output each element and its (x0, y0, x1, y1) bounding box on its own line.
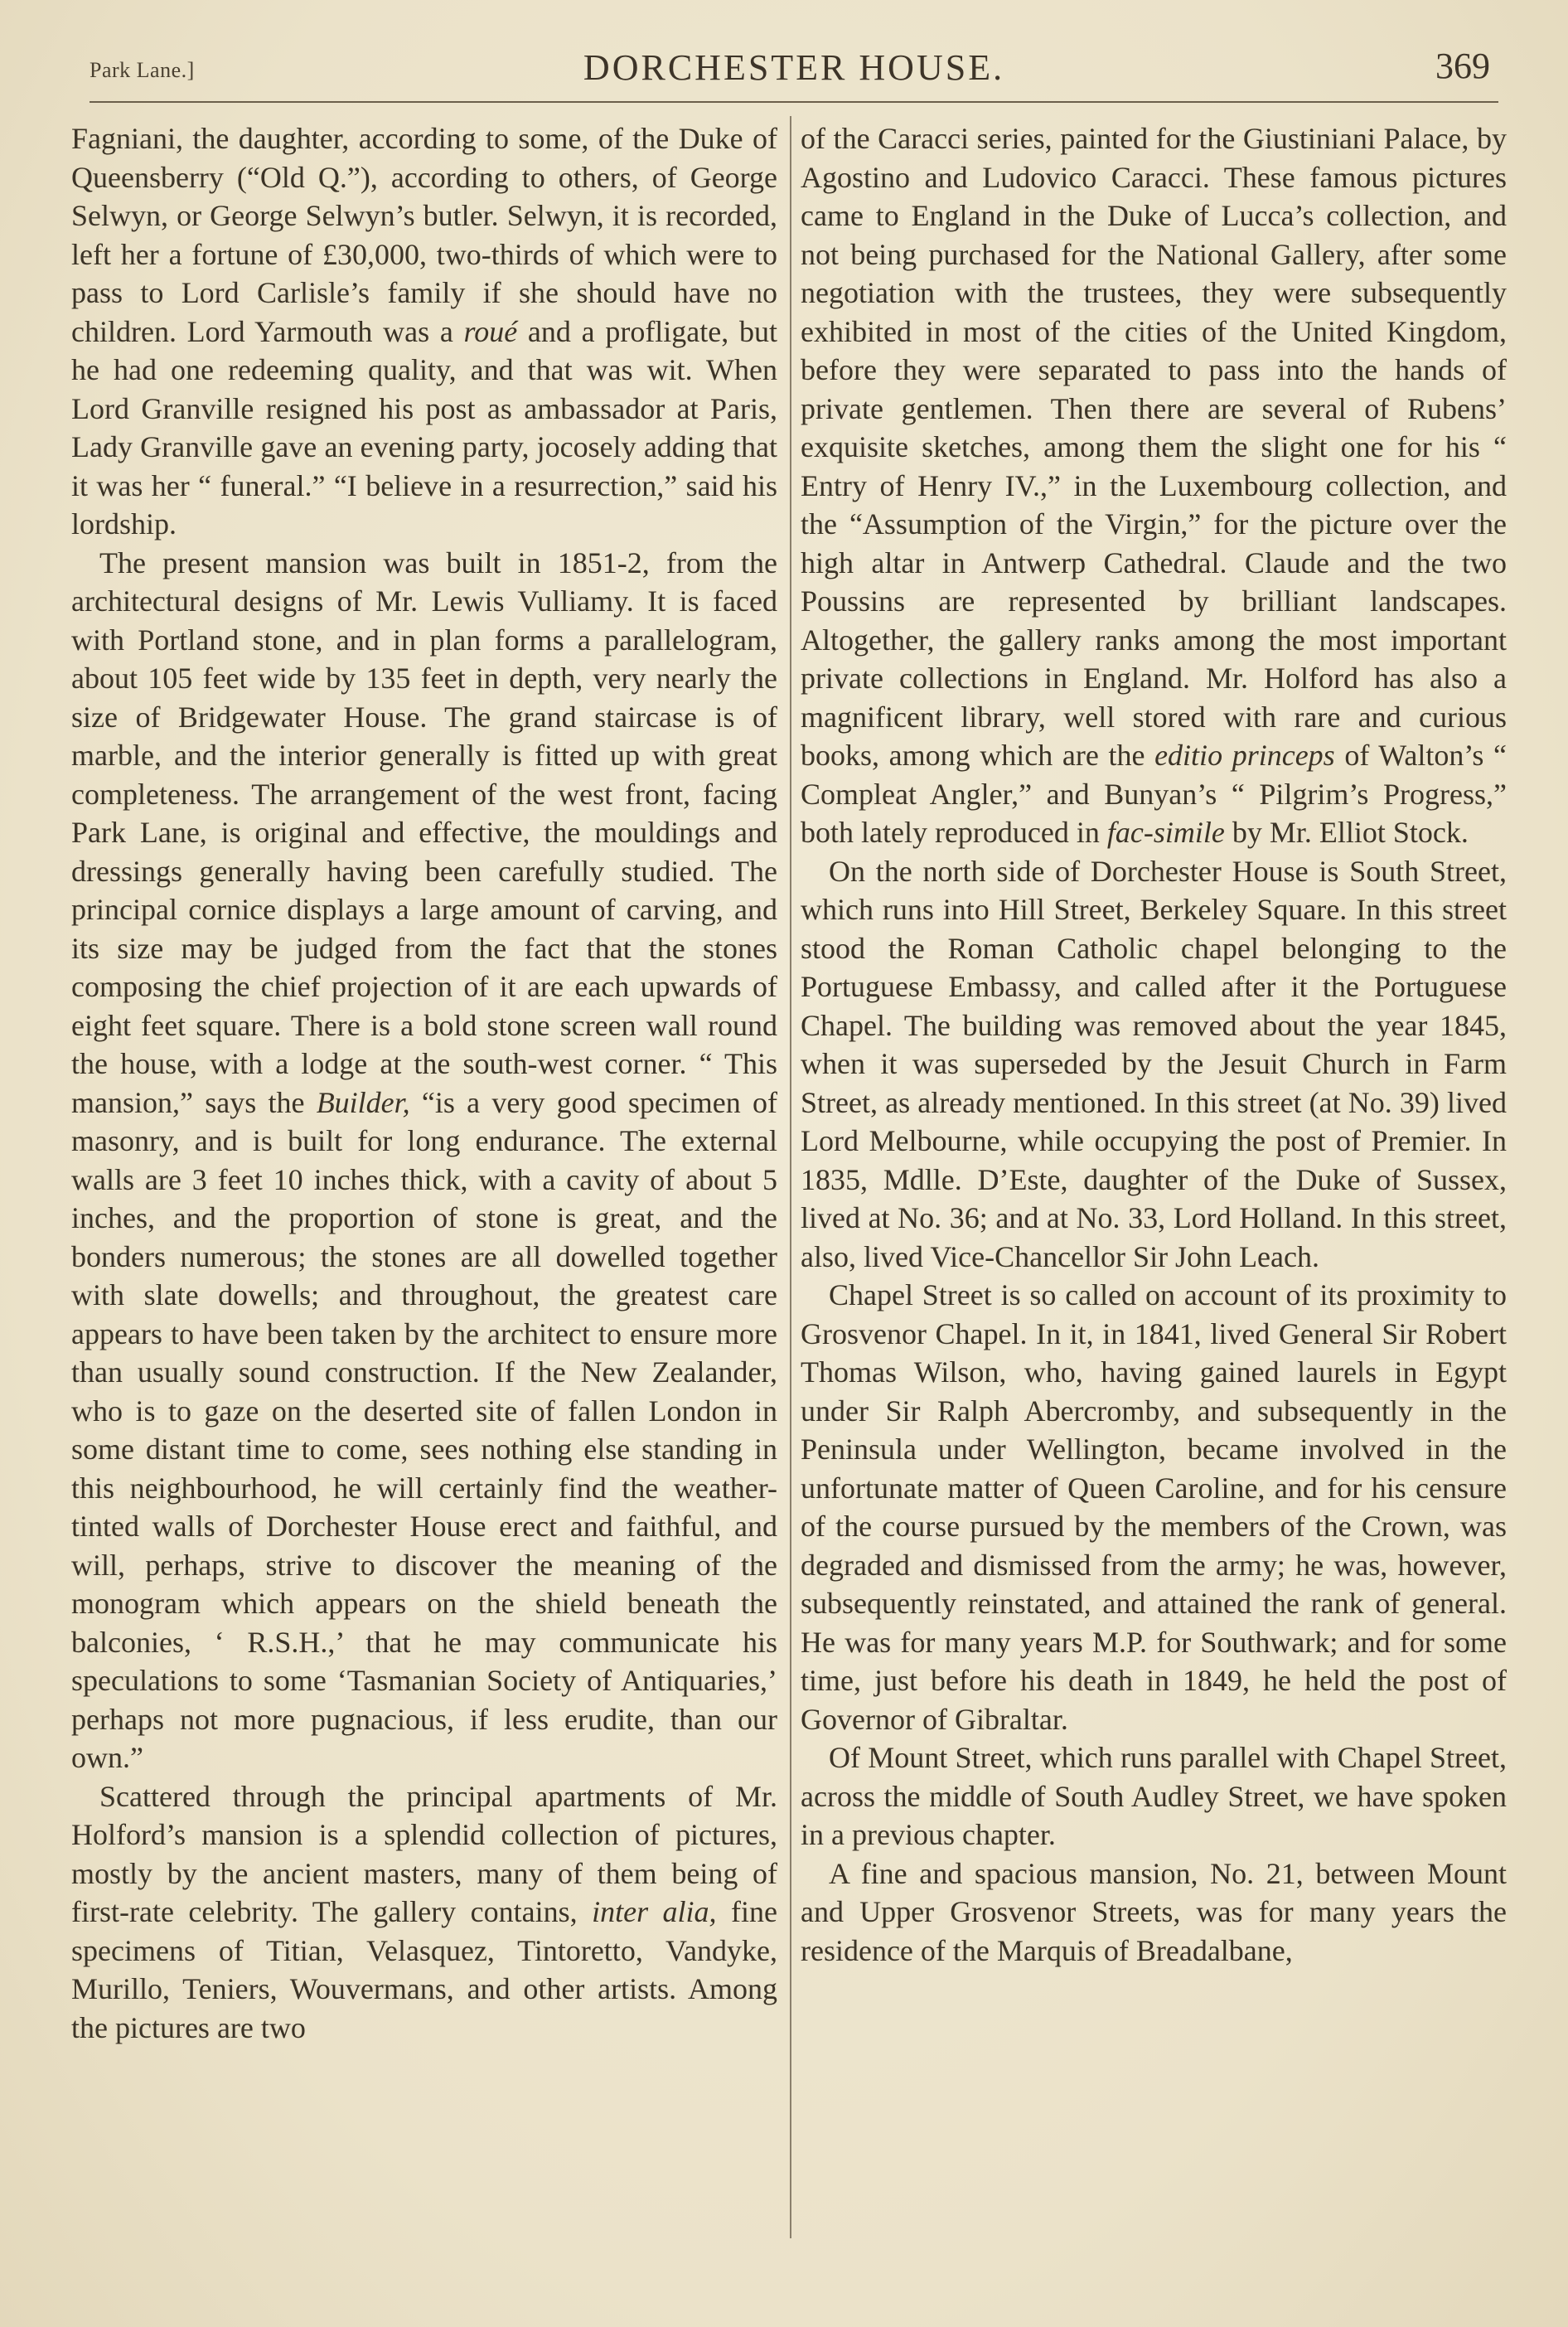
page-title: DORCHESTER HOUSE. (583, 47, 1005, 88)
text-run: Scattered through the principal apartments of Mr. Holford’s mansion is a splendid collection of pictures, mostly by the ancient masters, many of them being of first-rate celebrity. The gallery contains, (71, 1779, 777, 1928)
text-run: by Mr. Elliot Stock. (1224, 816, 1469, 849)
paragraph: On the north side of Dorchester House is South Street, which runs into Hill Street, Berkeley Square. In this street stood the Roman Catholic chapel belonging to the Portuguese Embassy, and called after it the Portuguese Chapel. The building was removed about the year 1845, when it was superseded by the Jesuit Church in Farm Street, as already mentioned. In this street (at No. 39) lived Lord Melbourne, while occupying the post of Premier. In 1835, Mdlle. D’Este, daughter of the Duke of Sussex, lived at No. 36; and at No. 33, Lord Holland. In this street, also, lived Vice-Chancellor Sir John Leach. (801, 854, 1507, 1273)
paragraph: Chapel Street is so called on account of its proximity to Grosvenor Chapel. In it, in 1841, lived General Sir Robert Thomas Wilson, who, having gained laurels in Egypt under Sir Ralph Abercromby, and subsequently in the Peninsula under Wellington, became involved in the unfortunate matter of Queen Caroline, and for his censure of the course pursued by the members of the Crown, was degraded and dismissed from the army; he was, however, subsequently reinstated, and attained the rank of general. He was for many years M.P. for Southwark; and for some time, just before his death in 1849, he held the post of Governor of Gibraltar. (801, 1278, 1507, 1736)
text-run: Fagniani, the daughter, according to some, of the Duke of Queensberry (“Old Q.”), according to others, of George Selwyn, or George Selwyn’s butler. Selwyn, it is recorded, left her a fortune of £30,000, two-thirds of which were to pass to Lord Carlisle’s family if she should have no children. Lord Yarmouth was a (71, 122, 777, 348)
italic-term: editio princeps (1154, 739, 1335, 772)
paragraph (801, 119, 1507, 852)
left-column (71, 119, 777, 2242)
paragraph: Of Mount Street, which runs parallel with Chapel Street, across the middle of South Audley Street, we have spoken in a previous chapter. (801, 1741, 1507, 1851)
paragraph (71, 544, 777, 1777)
right-column (801, 119, 1507, 2242)
section-label: Park Lane.] (90, 58, 195, 82)
italic-term: inter alia, (592, 1895, 717, 1928)
text-run: The present mansion was built in 1851-2, from the architectural designs of Mr. Lewis Vulliamy. It is faced with Portland stone, and in plan forms a parallelogram, about 105 feet wide by 135 feet in depth, very nearly the size of Bridgewater House. The grand staircase is of marble, and the interior generally is fitted up with great completeness. The arrangement of the west front, facing Park Lane, is original and effective, the mouldings and dressings generally having been carefully studied. The principal cornice displays a large amount of carving, and its size may be judged from the fact that the stones composing the chief projection of it are each upwards of eight feet square. There is a bold stone screen wall round the house, with a lodge at the south-west corner. “ This mansion,” says the (71, 545, 777, 1119)
italic-term: roué (463, 314, 518, 348)
paragraph (71, 119, 777, 544)
text-run: of the Caracci series, painted for the Giustiniani Palace, by Agostino and Ludovico Caracci. These famous pictures came to England in the Duke of Lucca’s collection, and not being purchased for the National Gallery, after some negotiation with the trustees, they were subsequently exhibited in most of the cities of the United Kingdom, before they were separated to pass into the hands of private gentlemen. Then there are several of Rubens’ exquisite sketches, among them the slight one for his “ Entry of Henry IV.,” in the Luxembourg collection, and the “Assumption of the Virgin,” for the picture over the high altar in Antwerp Cathedral. Claude and the two Poussins are represented by brilliant landscapes. Altogether, the gallery ranks among the most important private collections in England. Mr. Holford has also a magnificent library, well stored with rare and curious books, among which are the (801, 122, 1507, 772)
text-run: “is a very good specimen of masonry, and is built for long endurance. The external walls are 3 feet 10 inches thick, with a cavity of about 5 inches, and the proportion of stone is great, and the bonders numerous; the stones are all dowelled together with slate dowells; and throughout, the greatest care appears to have been taken by the architect to ensure more than usually sound construction. If the New Zealander, who is to gaze on the deserted site of fallen London in some distant time to come, sees nothing else standing in this neighbourhood, he will certainly find the weather-tinted walls of Dorchester House erect and faithful, and will, perhaps, strive to discover the meaning of the monogram which appears on the shield beneath the balconies, ‘ R.S.H.,’ that he may communicate his speculations to some ‘Tasmanian Society of Antiquaries,’ perhaps not more pugnacious, if less erudite, than our own.” (71, 1085, 778, 1774)
italic-term: fac-simile (1106, 816, 1225, 849)
page-number: 369 (1435, 46, 1490, 86)
text-run: and a profligate, but he had one redeeming quality, and that was wit. When Lord Granville resigned his post as ambassador at Paris, Lady Granville gave an evening party, jocosely adding that it was her “ funeral.” “I believe in a resurrection,” said his lordship. (71, 314, 777, 541)
running-head (90, 43, 1498, 103)
text-run: of Walton’s “ Compleat Angler,” and Bunyan’s “ Pilgrim’s Progress,” both lately reproduced in (801, 739, 1508, 849)
paragraph: A fine and spacious mansion, No. 21, between Mount and Upper Grosvenor Streets, was for many years the residence of the Marquis of Breadalbane, (801, 1856, 1507, 1967)
text-run: fine specimens of Titian, Velasquez, Tintoretto, Vandyke, Murillo, Teniers, Wouvermans, and other artists. Among the pictures are two (71, 1895, 777, 2044)
column-divider (790, 116, 791, 2238)
italic-term: Builder, (316, 1085, 410, 1119)
paragraph (71, 1777, 777, 2048)
